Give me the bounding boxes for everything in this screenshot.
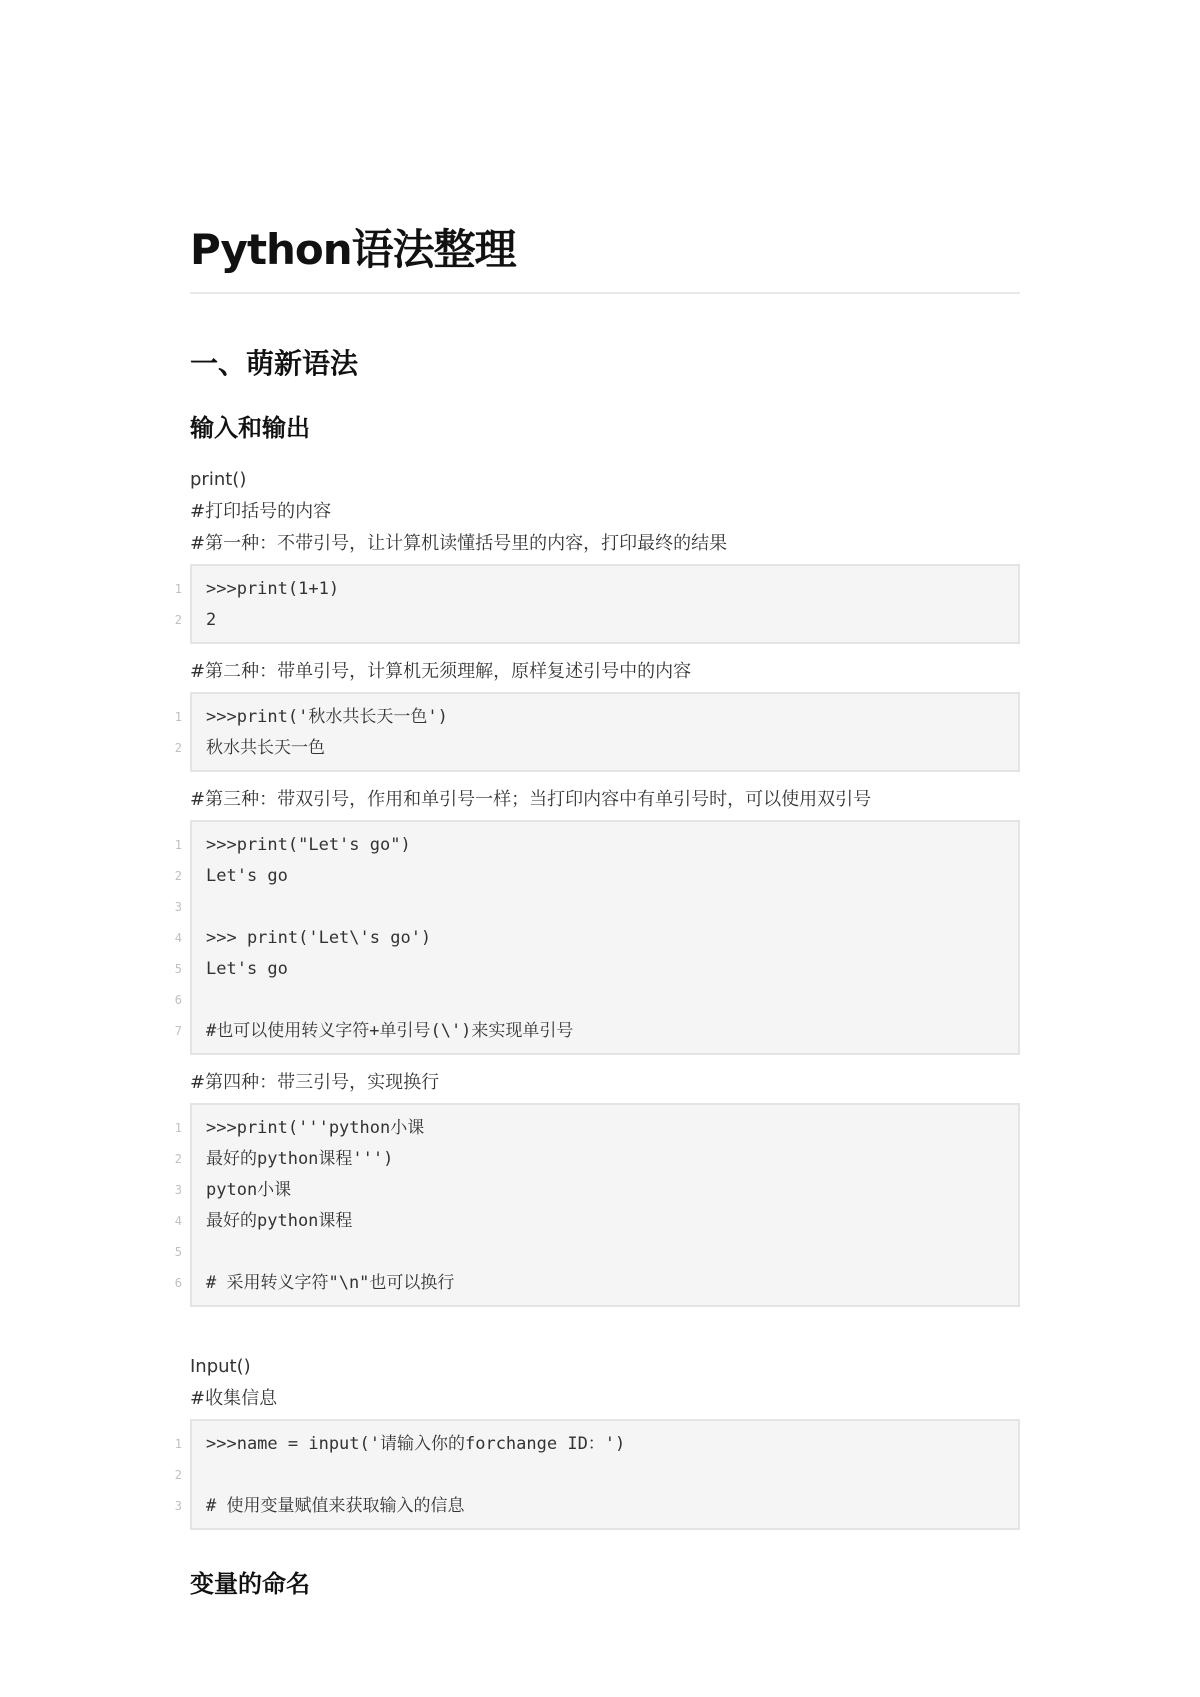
code-line: 7 #也可以使用转义字符+单引号(\')来实现单引号 — [192, 1016, 1018, 1047]
line-number: 1 — [174, 1437, 182, 1451]
code-line: 6 # 采用转义字符"\n"也可以换行 — [192, 1268, 1018, 1299]
line-number: 6 — [174, 993, 182, 1007]
code-line: 4 >>> print('Let\'s go') — [192, 923, 1018, 954]
code-line: 1 >>>print('''python小课 — [192, 1113, 1018, 1144]
code-block-input — [174, 1419, 1020, 1530]
line-number: 5 — [174, 1245, 182, 1259]
input-function-label: Input() — [190, 1356, 251, 1377]
code-line — [174, 985, 1018, 1016]
line-number: 2 — [174, 741, 182, 755]
code-line: 5 Let's go — [192, 954, 1018, 985]
title-divider — [190, 292, 1020, 294]
code-block-case4 — [174, 1103, 1020, 1307]
line-number: 2 — [174, 869, 182, 883]
document-page — [174, 222, 1020, 1600]
code-line: 2 最好的python课程''') — [192, 1144, 1018, 1175]
case1-text: #第一种：不带引号，让计算机读懂括号里的内容，打印最终的结果 — [190, 533, 728, 554]
code-block-case1 — [174, 564, 1020, 644]
subsection-heading-io: 输入和输出 — [190, 414, 310, 442]
code-line: 3 # 使用变量赋值来获取输入的信息 — [192, 1491, 1018, 1522]
input-description: #收集信息 — [190, 1388, 278, 1409]
code-line: 2 秋水共长天一色 — [192, 733, 1018, 764]
line-number: 6 — [174, 1276, 182, 1290]
subsection-heading-variables: 变量的命名 — [190, 1570, 310, 1598]
code-line: 2 2 — [192, 605, 1018, 636]
print-description: #打印括号的内容 — [190, 501, 332, 522]
line-number: 1 — [174, 838, 182, 852]
print-function-label: print() — [190, 469, 247, 490]
line-number: 3 — [174, 1183, 182, 1197]
code-line — [174, 1460, 1018, 1491]
code-line: 1 >>>name = input('请输入你的forchange ID：') — [192, 1429, 1018, 1460]
line-number: 3 — [174, 1499, 182, 1513]
code-line: 3 pyton小课 — [192, 1175, 1018, 1206]
code-line: 4 最好的python课程 — [192, 1206, 1018, 1237]
code-line: 1 >>>print(1+1) — [192, 574, 1018, 605]
case4-text: #第四种：带三引号，实现换行 — [190, 1072, 440, 1093]
document-title: Python语法整理 — [190, 225, 516, 274]
line-number: 2 — [174, 613, 182, 627]
line-number: 4 — [174, 931, 182, 945]
case3-text: #第三种：带双引号，作用和单引号一样；当打印内容中有单引号时，可以使用双引号 — [190, 789, 872, 810]
line-number: 2 — [174, 1468, 182, 1482]
section-heading: 一、萌新语法 — [190, 347, 359, 380]
case2-text: #第二种：带单引号，计算机无须理解，原样复述引号中的内容 — [190, 661, 692, 682]
line-number: 1 — [174, 710, 182, 724]
line-number: 4 — [174, 1214, 182, 1228]
line-number: 1 — [174, 1121, 182, 1135]
code-line: 1 >>>print("Let's go") — [192, 830, 1018, 861]
code-block-case3 — [174, 820, 1020, 1055]
line-number: 5 — [174, 962, 182, 976]
code-line — [174, 1237, 1018, 1268]
line-number: 1 — [174, 582, 182, 596]
line-number: 2 — [174, 1152, 182, 1166]
code-line: 2 Let's go — [192, 861, 1018, 892]
line-number: 3 — [174, 900, 182, 914]
line-number: 7 — [174, 1024, 182, 1038]
code-block-case2 — [174, 692, 1020, 772]
code-line: 1 >>>print('秋水共长天一色') — [192, 702, 1018, 733]
code-line — [174, 892, 1018, 923]
